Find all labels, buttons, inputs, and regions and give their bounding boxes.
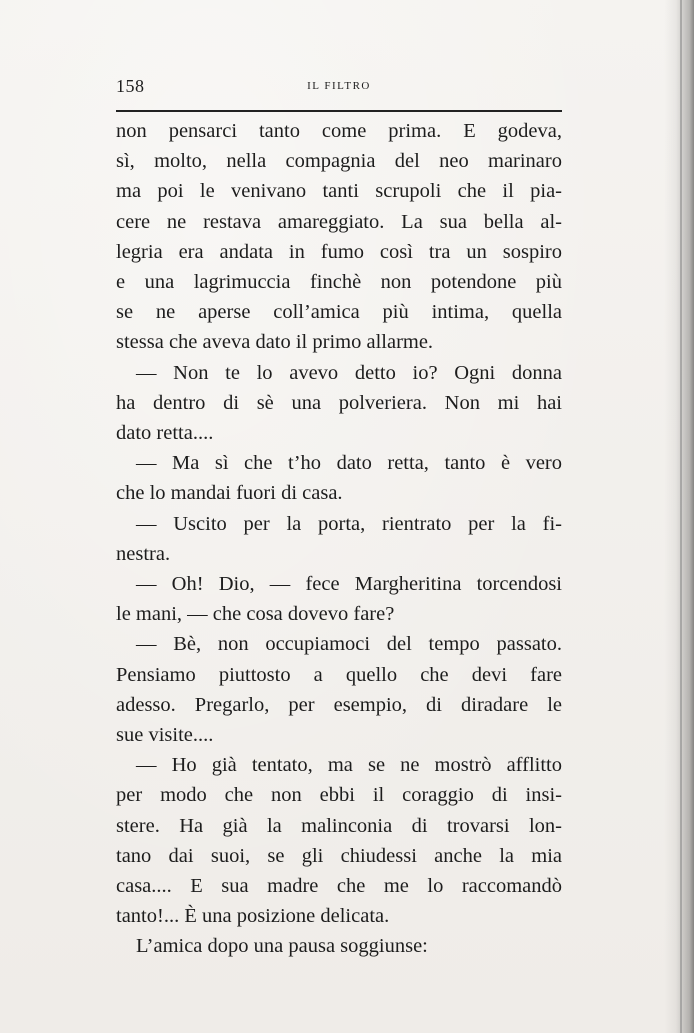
text-line: dato retta.... <box>116 422 214 445</box>
text-body <box>116 116 562 962</box>
page-edge-shadow <box>664 0 694 1033</box>
text-line: legria era andata in fumo così tra un sospiro <box>116 240 562 263</box>
text-line: ma poi le venivano tanti scrupoli che il pia- <box>116 180 562 203</box>
text-line: — Oh! Dio, — fece Margheritina torcendosi <box>136 573 562 596</box>
text-line: — Uscito per la porta, rientrato per la fi- <box>136 512 562 535</box>
page-edge-line <box>680 0 682 1033</box>
text-line: non pensarci tanto come prima. E godeva, <box>116 120 562 142</box>
text-line: stere. Ha già la malinconia di trovarsi lon- <box>116 814 562 837</box>
text-line: stessa che aveva dato il primo allarme. <box>116 331 434 354</box>
page-number: 158 <box>116 76 145 96</box>
text-line: se ne aperse coll’amica più intima, quella <box>116 301 562 324</box>
text-line: — Ho già tentato, ma se ne mostrò afflitto <box>136 754 562 777</box>
text-line: che lo mandai fuori di casa. <box>116 482 343 505</box>
text-line: le mani, — che cosa dovevo fare? <box>116 603 395 626</box>
text-line: — Non te lo avevo detto io? Ogni donna <box>136 361 562 384</box>
text-line: casa.... E sua madre che me lo raccomandò <box>116 875 562 898</box>
text-line: L’amica dopo una pausa soggiunse: <box>136 935 428 958</box>
text-line: — Bè, non occupiamoci del tempo passato. <box>136 633 562 656</box>
text-line: tanto!... È una posizione delicata. <box>116 905 390 928</box>
text-line: e una lagrimuccia finchè non potendone più <box>116 271 562 294</box>
text-line: adesso. Pregarlo, per esempio, di diradare le <box>116 693 562 716</box>
header-rule <box>116 110 562 112</box>
text-line: nestra. <box>116 542 171 565</box>
text-line: sue visite.... <box>116 724 214 747</box>
text-line: per modo che non ebbi il coraggio di insi- <box>116 784 562 807</box>
text-line: sì, molto, nella compagnia del neo marinaro <box>116 150 562 173</box>
page-header <box>116 76 562 100</box>
text-line: — Ma sì che t’ho dato retta, tanto è vero <box>136 452 562 475</box>
running-head: IL FILTRO <box>307 80 371 92</box>
text-line: cere ne restava amareggiato. La sua bella al- <box>116 210 562 233</box>
text-line: ha dentro di sè una polveriera. Non mi hai <box>116 391 562 414</box>
text-line: tano dai suoi, se gli chiudessi anche la mia <box>116 844 562 867</box>
text-line: Pensiamo piuttosto a quello che devi fare <box>116 663 562 686</box>
